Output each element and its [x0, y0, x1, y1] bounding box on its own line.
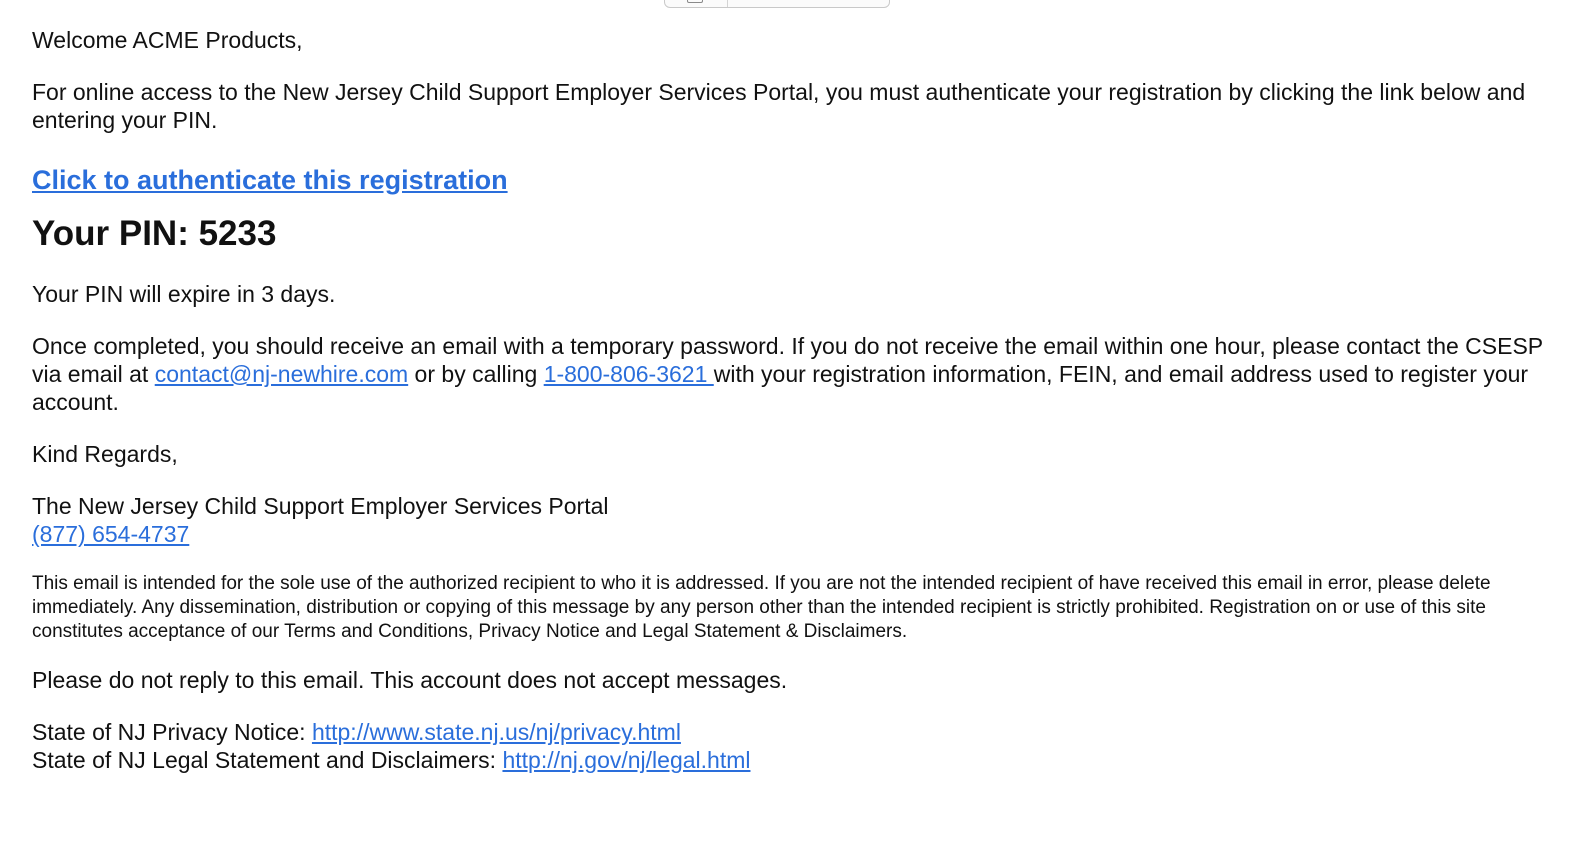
greeting: Welcome ACME Products,	[32, 27, 303, 53]
intro-text: For online access to the New Jersey Child Support Employer Services Portal, you must authenticate your registration by clicking the link below and entering your PIN.	[32, 79, 1526, 133]
contact-email-link[interactable]: contact@nj-newhire.com	[154, 361, 409, 387]
footer-links	[32, 718, 1552, 774]
pin-expiry-text: Your PIN will expire in 3 days.	[32, 281, 336, 307]
mail-toolbar[interactable]	[664, 0, 890, 8]
completion-paragraph	[32, 332, 1552, 416]
tray-icon	[687, 0, 703, 3]
disclaimer-text: This email is intended for the sole use of the authorized recipient to who it is addressed. If you are not the intended recipient of have received this email in error, please delete immediately. Any dissemination, distribution or copying of this message by any person other than the intended recipient is strictly prohibited. Registration on or use of this site constitutes acceptance of our Terms and Conditions, Privacy Notice and Legal Statement & Disclaimers.	[32, 573, 1491, 642]
toolbar-button-left[interactable]	[665, 0, 728, 7]
completion-text-3: with your registration information, FEIN, and email address used to register your account.	[32, 361, 1529, 415]
privacy-link[interactable]: http://www.state.nj.us/nj/privacy.html	[311, 719, 681, 745]
legal-label: State of NJ Legal Statement and Disclaimers:	[32, 747, 503, 773]
privacy-line	[32, 718, 1552, 746]
contact-phone-link[interactable]: 1-800-806-3621	[543, 361, 714, 387]
signature-name: The New Jersey Child Support Employer Services Portal	[32, 493, 609, 519]
legal-line	[32, 746, 1552, 774]
signature-block	[32, 492, 1552, 548]
toolbar-button-right[interactable]	[728, 0, 889, 7]
pin-heading: Your PIN: 5233	[32, 214, 277, 253]
privacy-label: State of NJ Privacy Notice:	[32, 719, 312, 745]
legal-link[interactable]: http://nj.gov/nj/legal.html	[502, 747, 751, 773]
authenticate-link[interactable]: Click to authenticate this registration	[32, 165, 508, 195]
completion-text-2: or by calling	[408, 361, 544, 387]
no-reply-text: Please do not reply to this email. This account does not accept messages.	[32, 667, 788, 693]
regards-text: Kind Regards,	[32, 441, 178, 467]
email-body	[32, 26, 1552, 798]
signature-phone-link[interactable]: (877) 654-4737	[32, 521, 190, 547]
completion-text-1: Once completed, you should receive an email with a temporary password. If you do not receive the email within one hour, please contact the CSESP via email at	[32, 333, 1543, 387]
